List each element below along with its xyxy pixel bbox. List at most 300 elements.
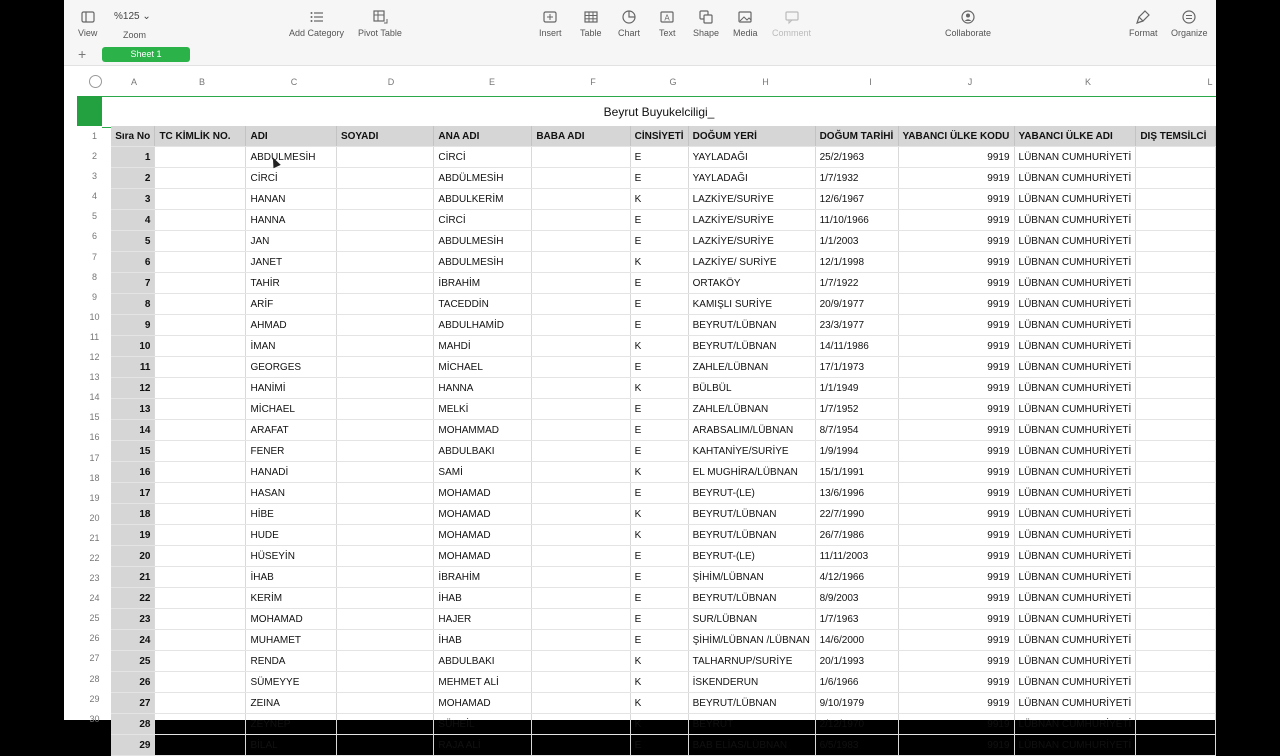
table-cell[interactable] xyxy=(532,546,630,567)
row-number[interactable]: 22 xyxy=(89,552,100,563)
table-cell[interactable]: LÜBNAN CUMHURİYETİ xyxy=(1014,378,1136,399)
table-cell[interactable]: 8 xyxy=(111,294,155,315)
table-cell[interactable]: 1/1/1949 xyxy=(815,378,898,399)
table-cell[interactable]: KERİM xyxy=(246,588,337,609)
table-cell[interactable] xyxy=(336,315,433,336)
table-cell[interactable] xyxy=(336,693,433,714)
table-cell[interactable]: BEYRUT-(LE) xyxy=(688,483,815,504)
table-cell[interactable]: 4 xyxy=(111,210,155,231)
table-cell[interactable] xyxy=(532,147,630,168)
table-cell[interactable] xyxy=(155,357,246,378)
table-cell[interactable]: 22 xyxy=(111,588,155,609)
table-cell[interactable]: 12/1/1998 xyxy=(815,252,898,273)
table-cell[interactable]: ŞİHİM/LÜBNAN xyxy=(688,567,815,588)
table-cell[interactable]: HİBE xyxy=(246,504,337,525)
table-cell[interactable]: 2/12/1970 xyxy=(815,714,898,735)
table-cell[interactable]: İHAB xyxy=(246,567,337,588)
table-cell[interactable]: HANNA xyxy=(434,378,532,399)
table-cell[interactable]: LÜBNAN CUMHURİYETİ xyxy=(1014,714,1136,735)
table-cell[interactable] xyxy=(532,630,630,651)
table-cell[interactable]: SÜHEİL xyxy=(434,714,532,735)
table-cell[interactable]: MOHAMAD xyxy=(434,504,532,525)
row-number[interactable]: 9 xyxy=(91,291,97,302)
table-cell[interactable]: 20 xyxy=(111,546,155,567)
collaborate-button[interactable]: Collaborate xyxy=(945,9,991,38)
table-cell[interactable] xyxy=(336,588,433,609)
table-cell[interactable]: 6 xyxy=(111,252,155,273)
header-cell[interactable]: Sıra No xyxy=(111,126,155,147)
table-cell[interactable]: JAN xyxy=(246,231,337,252)
table-cell[interactable]: 14 xyxy=(111,420,155,441)
table-cell[interactable] xyxy=(1136,210,1216,231)
table-cell[interactable]: HANİMİ xyxy=(246,378,337,399)
column-letter[interactable]: A xyxy=(130,77,137,87)
table-cell[interactable]: K xyxy=(630,525,688,546)
table-cell[interactable]: LÜBNAN CUMHURİYETİ xyxy=(1014,630,1136,651)
insert-button[interactable]: Insert xyxy=(539,9,562,38)
row-number[interactable]: 23 xyxy=(89,573,100,584)
table-cell[interactable]: 9919 xyxy=(898,651,1014,672)
table-cell[interactable]: İHAB xyxy=(434,630,532,651)
table-cell[interactable]: 7 xyxy=(111,273,155,294)
table-cell[interactable]: HANAN xyxy=(246,189,337,210)
table-cell[interactable]: HÜSEYİN xyxy=(246,546,337,567)
table-cell[interactable]: LÜBNAN CUMHURİYETİ xyxy=(1014,504,1136,525)
table-cell[interactable]: K xyxy=(630,693,688,714)
table-cell[interactable]: 9919 xyxy=(898,399,1014,420)
header-cell[interactable]: CİNSİYETİ xyxy=(630,126,688,147)
column-letter[interactable]: I xyxy=(869,77,872,87)
table-cell[interactable]: E xyxy=(630,420,688,441)
table-cell[interactable] xyxy=(1136,315,1216,336)
table-cell[interactable] xyxy=(336,735,433,756)
table-cell[interactable]: HUDE xyxy=(246,525,337,546)
table-cell[interactable]: ZEINA xyxy=(246,693,337,714)
table-cell[interactable]: 11/11/2003 xyxy=(815,546,898,567)
header-cell[interactable]: YABANCI ÜLKE ADI xyxy=(1014,126,1136,147)
table-cell[interactable] xyxy=(532,504,630,525)
table-cell[interactable] xyxy=(1136,147,1216,168)
table-cell[interactable] xyxy=(532,294,630,315)
table-cell[interactable] xyxy=(1136,483,1216,504)
table-cell[interactable] xyxy=(336,273,433,294)
table-cell[interactable] xyxy=(532,672,630,693)
table-cell[interactable]: 11 xyxy=(111,357,155,378)
table-cell[interactable]: 9919 xyxy=(898,609,1014,630)
table-cell[interactable]: 13 xyxy=(111,399,155,420)
table-cell[interactable]: K xyxy=(630,714,688,735)
table-cell[interactable] xyxy=(155,525,246,546)
table-cell[interactable]: 17 xyxy=(111,483,155,504)
table-cell[interactable] xyxy=(155,420,246,441)
table-cell[interactable] xyxy=(532,168,630,189)
table-cell[interactable]: MAHDİ xyxy=(434,336,532,357)
table-cell[interactable] xyxy=(532,714,630,735)
table-cell[interactable]: İSKENDERUN xyxy=(688,672,815,693)
table-cell[interactable]: MUHAMET xyxy=(246,630,337,651)
table-cell[interactable]: 9919 xyxy=(898,483,1014,504)
row-number[interactable]: 30 xyxy=(89,713,100,724)
table-cell[interactable]: 9919 xyxy=(898,336,1014,357)
table-cell[interactable] xyxy=(1136,567,1216,588)
table-cell[interactable] xyxy=(532,588,630,609)
table-cell[interactable]: ABDULMESİH xyxy=(246,147,337,168)
table-cell[interactable] xyxy=(155,441,246,462)
table-cell[interactable]: 23/3/1977 xyxy=(815,315,898,336)
text-button[interactable]: A Text xyxy=(659,9,676,38)
table-cell[interactable]: E xyxy=(630,735,688,756)
table-cell[interactable]: E xyxy=(630,147,688,168)
header-cell[interactable]: TC KİMLİK NO. xyxy=(155,126,246,147)
table-cell[interactable]: LÜBNAN CUMHURİYETİ xyxy=(1014,546,1136,567)
table-cell[interactable] xyxy=(532,210,630,231)
row-number[interactable]: 14 xyxy=(89,392,100,403)
table-cell[interactable]: ZEYNEP xyxy=(246,714,337,735)
table-cell[interactable]: BEYRUT/LÜBNAN xyxy=(688,588,815,609)
table-cell[interactable] xyxy=(1136,231,1216,252)
table-cell[interactable] xyxy=(1136,504,1216,525)
table-cell[interactable] xyxy=(336,231,433,252)
row-number[interactable]: 3 xyxy=(91,171,97,182)
table-cell[interactable]: K xyxy=(630,504,688,525)
header-cell[interactable]: DOĞUM YERİ xyxy=(688,126,815,147)
table-cell[interactable]: 12/6/1967 xyxy=(815,189,898,210)
table-cell[interactable] xyxy=(532,336,630,357)
table-cell[interactable]: TACEDDİN xyxy=(434,294,532,315)
table-cell[interactable]: MOHAMAD xyxy=(434,546,532,567)
column-letter[interactable]: K xyxy=(1084,77,1091,87)
table-cell[interactable] xyxy=(155,630,246,651)
table-cell[interactable]: 21 xyxy=(111,567,155,588)
table-cell[interactable] xyxy=(1136,357,1216,378)
table-cell[interactable]: 5 xyxy=(111,231,155,252)
table-cell[interactable] xyxy=(336,504,433,525)
table-cell[interactable] xyxy=(336,609,433,630)
table-cell[interactable]: LÜBNAN CUMHURİYETİ xyxy=(1014,462,1136,483)
table-cell[interactable]: K xyxy=(630,672,688,693)
table-cell[interactable] xyxy=(336,441,433,462)
table-cell[interactable]: 1/7/1932 xyxy=(815,168,898,189)
header-cell[interactable]: YABANCI ÜLKE KODU xyxy=(898,126,1014,147)
table-cell[interactable]: E xyxy=(630,588,688,609)
table-cell[interactable]: 1/1/2003 xyxy=(815,231,898,252)
table-cell[interactable]: 9919 xyxy=(898,504,1014,525)
table-cell[interactable]: 11/10/1966 xyxy=(815,210,898,231)
table-cell[interactable]: 9919 xyxy=(898,315,1014,336)
table-cell[interactable] xyxy=(532,735,630,756)
header-cell[interactable]: ANA ADI xyxy=(434,126,532,147)
row-number[interactable]: 4 xyxy=(91,191,97,202)
table-cell[interactable]: ŞİHİM/LÜBNAN /LÜBNAN xyxy=(688,630,815,651)
table-cell[interactable]: LÜBNAN CUMHURİYETİ xyxy=(1014,273,1136,294)
table-cell[interactable]: LÜBNAN CUMHURİYETİ xyxy=(1014,336,1136,357)
row-number[interactable]: 25 xyxy=(89,613,100,624)
table-cell[interactable]: 14/11/1986 xyxy=(815,336,898,357)
table-cell[interactable]: 9919 xyxy=(898,252,1014,273)
table-cell[interactable]: 28 xyxy=(111,714,155,735)
table-cell[interactable]: K xyxy=(630,336,688,357)
table-cell[interactable]: CİRCİ xyxy=(246,168,337,189)
table-cell[interactable]: CİRCİ xyxy=(434,147,532,168)
table-cell[interactable]: 6/5/1983 xyxy=(815,735,898,756)
table-cell[interactable] xyxy=(1136,420,1216,441)
table-cell[interactable]: 9919 xyxy=(898,357,1014,378)
table-cell[interactable]: 19 xyxy=(111,525,155,546)
table-cell[interactable]: ORTAKÖY xyxy=(688,273,815,294)
table-cell[interactable] xyxy=(155,546,246,567)
table-cell[interactable]: 12 xyxy=(111,378,155,399)
column-letter[interactable]: B xyxy=(198,77,205,87)
table-cell[interactable]: SÜMEYYE xyxy=(246,672,337,693)
row-number[interactable]: 17 xyxy=(89,452,100,463)
table-cell[interactable] xyxy=(336,189,433,210)
table-cell[interactable]: 9919 xyxy=(898,567,1014,588)
table-cell[interactable]: BEYRUT/LÜBNAN xyxy=(688,315,815,336)
table-cell[interactable]: BEYRUT/LÜBNAN xyxy=(688,525,815,546)
table-cell[interactable] xyxy=(1136,693,1216,714)
table-cell[interactable]: 2 xyxy=(111,168,155,189)
chart-button[interactable]: Chart xyxy=(618,9,640,38)
table-cell[interactable] xyxy=(1136,378,1216,399)
table-cell[interactable]: 1/6/1966 xyxy=(815,672,898,693)
table-cell[interactable]: E xyxy=(630,567,688,588)
table-cell[interactable]: MOHAMAD xyxy=(434,693,532,714)
table-cell[interactable] xyxy=(155,210,246,231)
table-cell[interactable]: 4/12/1966 xyxy=(815,567,898,588)
table-title[interactable]: Beyrut Buyukelciligi_ xyxy=(102,96,1216,128)
table-cell[interactable]: E xyxy=(630,315,688,336)
table-cell[interactable]: E xyxy=(630,441,688,462)
table-cell[interactable]: LÜBNAN CUMHURİYETİ xyxy=(1014,168,1136,189)
table-cell[interactable]: 9919 xyxy=(898,693,1014,714)
header-cell[interactable]: BABA ADI xyxy=(532,126,630,147)
table-cell[interactable]: RENDA xyxy=(246,651,337,672)
column-letter[interactable]: G xyxy=(669,77,677,87)
table-cell[interactable]: E xyxy=(630,630,688,651)
table-cell[interactable]: E xyxy=(630,483,688,504)
table-cell[interactable] xyxy=(155,588,246,609)
table-cell[interactable] xyxy=(532,189,630,210)
table-cell[interactable]: LAZKİYE/ SURİYE xyxy=(688,252,815,273)
table-cell[interactable]: 9919 xyxy=(898,168,1014,189)
row-number[interactable]: 26 xyxy=(89,633,100,644)
column-letter[interactable]: E xyxy=(488,77,495,87)
table-cell[interactable]: 26/7/1986 xyxy=(815,525,898,546)
table-cell[interactable]: LAZKİYE/SURİYE xyxy=(688,210,815,231)
row-number[interactable]: 18 xyxy=(89,472,100,483)
table-cell[interactable]: 8/9/2003 xyxy=(815,588,898,609)
table-cell[interactable]: 9919 xyxy=(898,462,1014,483)
table-cell[interactable] xyxy=(336,462,433,483)
table-cell[interactable] xyxy=(155,231,246,252)
table-cell[interactable]: E xyxy=(630,231,688,252)
table-cell[interactable] xyxy=(155,693,246,714)
table-cell[interactable]: LÜBNAN CUMHURİYETİ xyxy=(1014,147,1136,168)
table-cell[interactable] xyxy=(1136,168,1216,189)
row-number[interactable]: 21 xyxy=(89,532,100,543)
column-letter[interactable]: F xyxy=(590,77,596,87)
table-cell[interactable]: K xyxy=(630,189,688,210)
table-cell[interactable]: LÜBNAN CUMHURİYETİ xyxy=(1014,651,1136,672)
table-cell[interactable] xyxy=(155,147,246,168)
table-cell[interactable]: MELKİ xyxy=(434,399,532,420)
table-cell[interactable] xyxy=(336,336,433,357)
table-cell[interactable] xyxy=(532,378,630,399)
table-cell[interactable] xyxy=(1136,714,1216,735)
table-cell[interactable]: ARABSALIM/LÜBNAN xyxy=(688,420,815,441)
table-cell[interactable] xyxy=(1136,672,1216,693)
table-cell[interactable] xyxy=(532,420,630,441)
table-cell[interactable]: LÜBNAN CUMHURİYETİ xyxy=(1014,567,1136,588)
table-cell[interactable]: LÜBNAN CUMHURİYETİ xyxy=(1014,693,1136,714)
table-cell[interactable] xyxy=(1136,273,1216,294)
table-cell[interactable]: HANADİ xyxy=(246,462,337,483)
table-cell[interactable] xyxy=(336,168,433,189)
table-cell[interactable] xyxy=(336,399,433,420)
table-handle[interactable] xyxy=(77,96,102,126)
add-category-button[interactable]: Add Category xyxy=(289,9,344,38)
table-cell[interactable]: MEHMET ALİ xyxy=(434,672,532,693)
table-cell[interactable]: E xyxy=(630,357,688,378)
header-cell[interactable]: SOYADI xyxy=(336,126,433,147)
table-cell[interactable] xyxy=(1136,462,1216,483)
table-cell[interactable]: 16 xyxy=(111,462,155,483)
table-cell[interactable]: 9919 xyxy=(898,525,1014,546)
table-cell[interactable] xyxy=(336,651,433,672)
table-cell[interactable]: 9919 xyxy=(898,378,1014,399)
table-cell[interactable] xyxy=(336,546,433,567)
table-cell[interactable]: LÜBNAN CUMHURİYETİ xyxy=(1014,231,1136,252)
table-cell[interactable]: BİLAL xyxy=(246,735,337,756)
table-cell[interactable]: LÜBNAN CUMHURİYETİ xyxy=(1014,588,1136,609)
table-cell[interactable]: 9919 xyxy=(898,147,1014,168)
table-cell[interactable] xyxy=(1136,189,1216,210)
table-cell[interactable]: LÜBNAN CUMHURİYETİ xyxy=(1014,525,1136,546)
table-cell[interactable] xyxy=(532,441,630,462)
table-cell[interactable]: MOHAMAD xyxy=(246,609,337,630)
row-number[interactable]: 13 xyxy=(89,372,100,383)
table-cell[interactable] xyxy=(336,147,433,168)
table-cell[interactable]: CİRCİ xyxy=(434,210,532,231)
table-cell[interactable]: LÜBNAN CUMHURİYETİ xyxy=(1014,315,1136,336)
table-cell[interactable]: 10 xyxy=(111,336,155,357)
table-cell[interactable] xyxy=(1136,735,1216,756)
row-number[interactable]: 1 xyxy=(91,131,97,141)
table-cell[interactable]: FENER xyxy=(246,441,337,462)
table-cell[interactable] xyxy=(155,378,246,399)
table-cell[interactable]: 9919 xyxy=(898,588,1014,609)
table-cell[interactable] xyxy=(1136,630,1216,651)
table-cell[interactable]: ZAHLE/LÜBNAN xyxy=(688,399,815,420)
table-cell[interactable] xyxy=(155,714,246,735)
table-cell[interactable] xyxy=(1136,609,1216,630)
table-button[interactable]: Table xyxy=(580,9,602,38)
table-cell[interactable]: 20/9/1977 xyxy=(815,294,898,315)
table-cell[interactable]: 25 xyxy=(111,651,155,672)
table-cell[interactable]: RAJA ALİ xyxy=(434,735,532,756)
table-cell[interactable] xyxy=(1136,441,1216,462)
table-cell[interactable]: 9919 xyxy=(898,210,1014,231)
row-number[interactable]: 5 xyxy=(91,211,97,222)
table-cell[interactable]: LAZKİYE/SURİYE xyxy=(688,189,815,210)
table-cell[interactable]: GEORGES xyxy=(246,357,337,378)
table-cell[interactable]: 25/2/1963 xyxy=(815,147,898,168)
row-number[interactable]: 27 xyxy=(89,653,100,664)
table-cell[interactable]: 9919 xyxy=(898,672,1014,693)
table-cell[interactable]: BEYRUT/LÜBNAN xyxy=(688,504,815,525)
table-cell[interactable]: 9919 xyxy=(898,441,1014,462)
table-cell[interactable] xyxy=(532,231,630,252)
table-cell[interactable]: 9919 xyxy=(898,273,1014,294)
column-letter[interactable]: J xyxy=(967,77,973,87)
row-number[interactable]: 15 xyxy=(89,412,100,423)
table-cell[interactable]: 23 xyxy=(111,609,155,630)
table-cell[interactable]: BEYRUT xyxy=(688,714,815,735)
table-cell[interactable] xyxy=(155,735,246,756)
table-cell[interactable]: ARAFAT xyxy=(246,420,337,441)
table-cell[interactable]: 9919 xyxy=(898,630,1014,651)
table-cell[interactable] xyxy=(336,714,433,735)
row-number[interactable]: 16 xyxy=(89,432,100,443)
table-cell[interactable] xyxy=(532,651,630,672)
table-cell[interactable]: LÜBNAN CUMHURİYETİ xyxy=(1014,420,1136,441)
table-cell[interactable] xyxy=(1136,252,1216,273)
table-cell[interactable] xyxy=(1136,399,1216,420)
table-cell[interactable] xyxy=(155,504,246,525)
table-cell[interactable]: 15/1/1991 xyxy=(815,462,898,483)
column-letter[interactable]: D xyxy=(387,77,395,87)
table-cell[interactable]: 9919 xyxy=(898,231,1014,252)
pivot-table-button[interactable]: Pivot Table xyxy=(358,9,402,38)
table-cell[interactable]: ABDULMESİH xyxy=(434,252,532,273)
table-cell[interactable]: 9919 xyxy=(898,294,1014,315)
row-number[interactable]: 19 xyxy=(89,492,100,503)
table-cell[interactable]: LÜBNAN CUMHURİYETİ xyxy=(1014,441,1136,462)
table-cell[interactable]: 9/10/1979 xyxy=(815,693,898,714)
table-cell[interactable]: LÜBNAN CUMHURİYETİ xyxy=(1014,483,1136,504)
table-cell[interactable]: 24 xyxy=(111,630,155,651)
table-cell[interactable] xyxy=(336,630,433,651)
table-cell[interactable] xyxy=(336,420,433,441)
table-cell[interactable] xyxy=(155,294,246,315)
table-cell[interactable]: E xyxy=(630,609,688,630)
table-cell[interactable]: 1 xyxy=(111,147,155,168)
table-cell[interactable] xyxy=(532,273,630,294)
table-cell[interactable] xyxy=(155,189,246,210)
table-cell[interactable] xyxy=(155,336,246,357)
table-cell[interactable]: K xyxy=(630,462,688,483)
table-cell[interactable] xyxy=(155,315,246,336)
table-cell[interactable] xyxy=(155,651,246,672)
table-cell[interactable]: HASAN xyxy=(246,483,337,504)
table-cell[interactable] xyxy=(336,294,433,315)
table-cell[interactable] xyxy=(532,525,630,546)
table-cell[interactable] xyxy=(155,168,246,189)
table-cell[interactable]: HAJER xyxy=(434,609,532,630)
table-cell[interactable] xyxy=(1136,336,1216,357)
table-cell[interactable]: 9919 xyxy=(898,735,1014,756)
table-cell[interactable]: BAB ELİAS/LÜBNAN xyxy=(688,735,815,756)
table-cell[interactable] xyxy=(155,672,246,693)
row-number[interactable]: 20 xyxy=(89,512,100,523)
table-cell[interactable] xyxy=(532,693,630,714)
table-cell[interactable]: 13/6/1996 xyxy=(815,483,898,504)
table-cell[interactable]: 9919 xyxy=(898,714,1014,735)
media-button[interactable]: Media xyxy=(733,9,758,38)
table-cell[interactable]: 27 xyxy=(111,693,155,714)
row-number[interactable]: 7 xyxy=(91,251,97,262)
table-cell[interactable] xyxy=(532,315,630,336)
